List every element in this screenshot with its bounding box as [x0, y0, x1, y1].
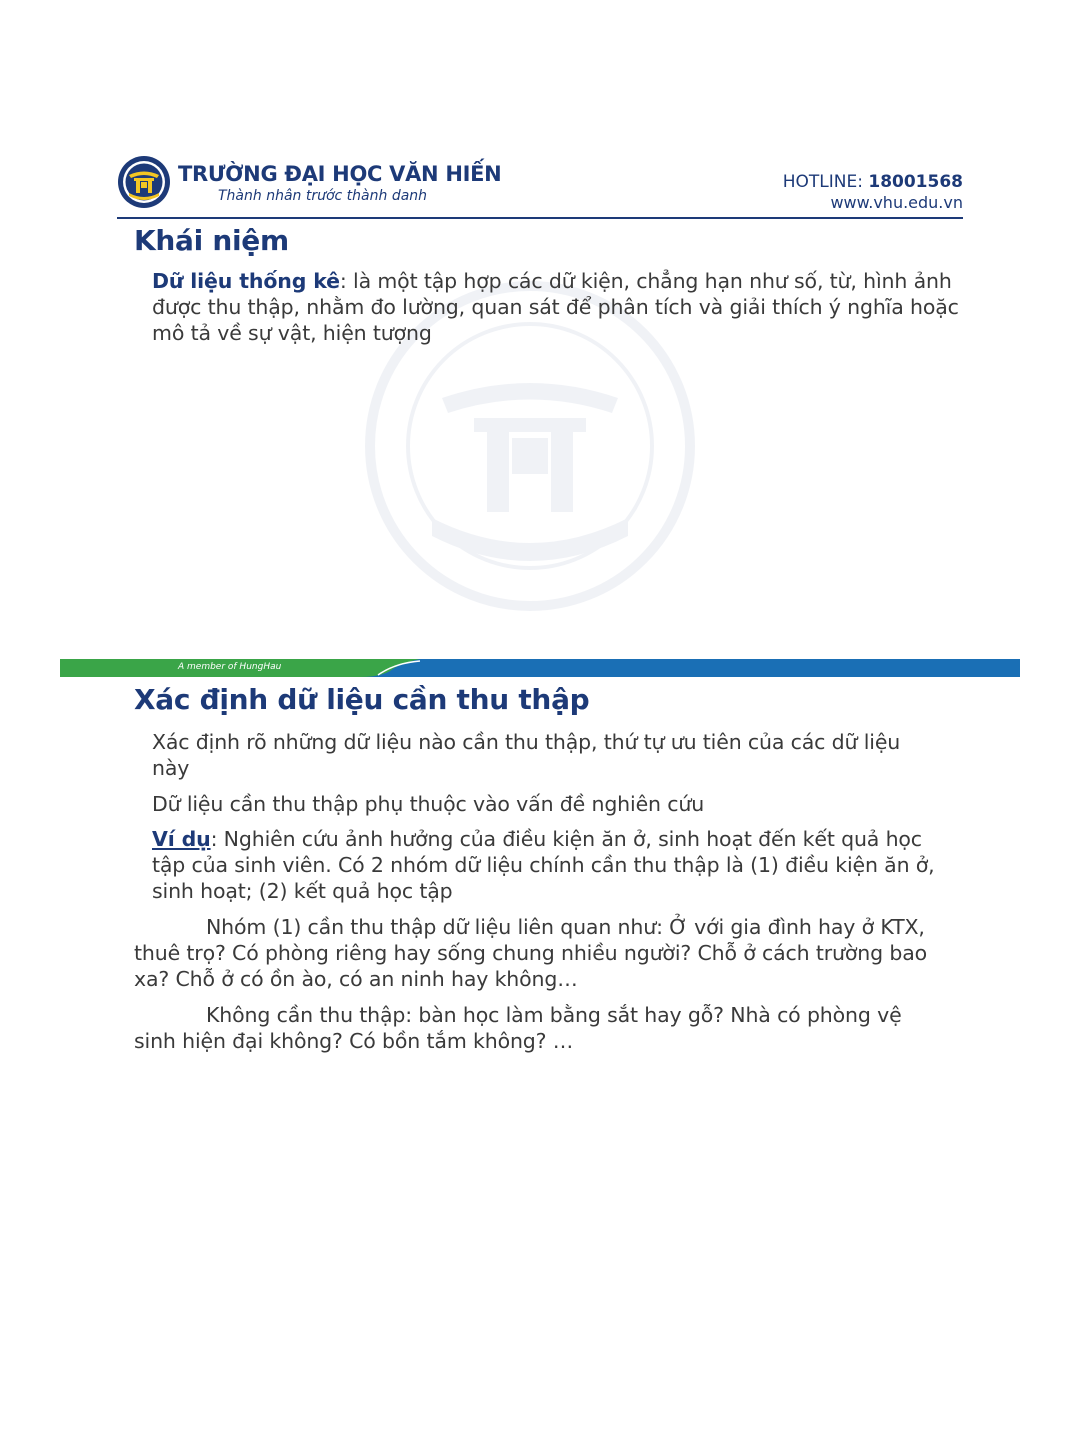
example-paragraph — [152, 826, 952, 904]
definition-term: Dữ liệu thống kê — [152, 269, 340, 293]
website-url: www.vhu.edu.vn — [830, 193, 963, 212]
member-of-text: A member of HungHau — [178, 662, 282, 672]
example-text: : Nghiên cứu ảnh hưởng của điều kiện ăn ở, sinh hoạt đến kết quả học tập của sinh viên. Có 2 nhóm dữ liệu chính cần thu thập là (1) điều kiện ăn ở, sinh hoạt; (2) kết quả học tập — [152, 827, 935, 903]
group1-paragraph: Nhóm (1) cần thu thập dữ liệu liên quan như: Ở với gia đình hay ở KTX, thuê trọ? Có phòng riêng hay sống chung nhiều người? Chỗ ở cách trường bao xa? Chỗ ở có ồn ào, có an ninh hay không… — [134, 915, 927, 991]
header-divider — [117, 217, 963, 219]
university-seal-icon — [117, 155, 171, 209]
section-title-data-collection: Xác định dữ liệu cần thu thập — [134, 683, 590, 716]
example-label: Ví dụ — [152, 827, 211, 851]
not-needed-paragraph: Không cần thu thập: bàn học làm bằng sắt hay gỗ? Nhà có phòng vệ sinh hiện đại không? Có bồn tắm không? … — [134, 1003, 902, 1053]
definition-text: : là một tập hợp các dữ kiện, chẳng hạn như số, từ, hình ảnh được thu thập, nhằm đo lường, quan sát để phân tích và giải thích ý nghĩa hoặc mô tả về sự vật, hiện tượng — [152, 269, 959, 345]
school-slogan: Thành nhân trước thành danh — [218, 188, 428, 204]
hotline-number: 18001568 — [868, 172, 963, 192]
bullet-paragraph-2: Dữ liệu cần thu thập phụ thuộc vào vấn đề nghiên cứu — [152, 792, 705, 816]
school-name: TRƯỜNG ĐẠI HỌC VĂN HIẾN — [178, 162, 502, 186]
bullet-paragraph-1: Xác định rõ những dữ liệu nào cần thu thập, thứ tự ưu tiên của các dữ liệu này — [152, 730, 901, 780]
hotline-label: HOTLINE: — [782, 172, 869, 192]
section-title-concept: Khái niệm — [134, 224, 289, 257]
hotline — [783, 172, 963, 192]
definition-paragraph — [152, 268, 962, 346]
